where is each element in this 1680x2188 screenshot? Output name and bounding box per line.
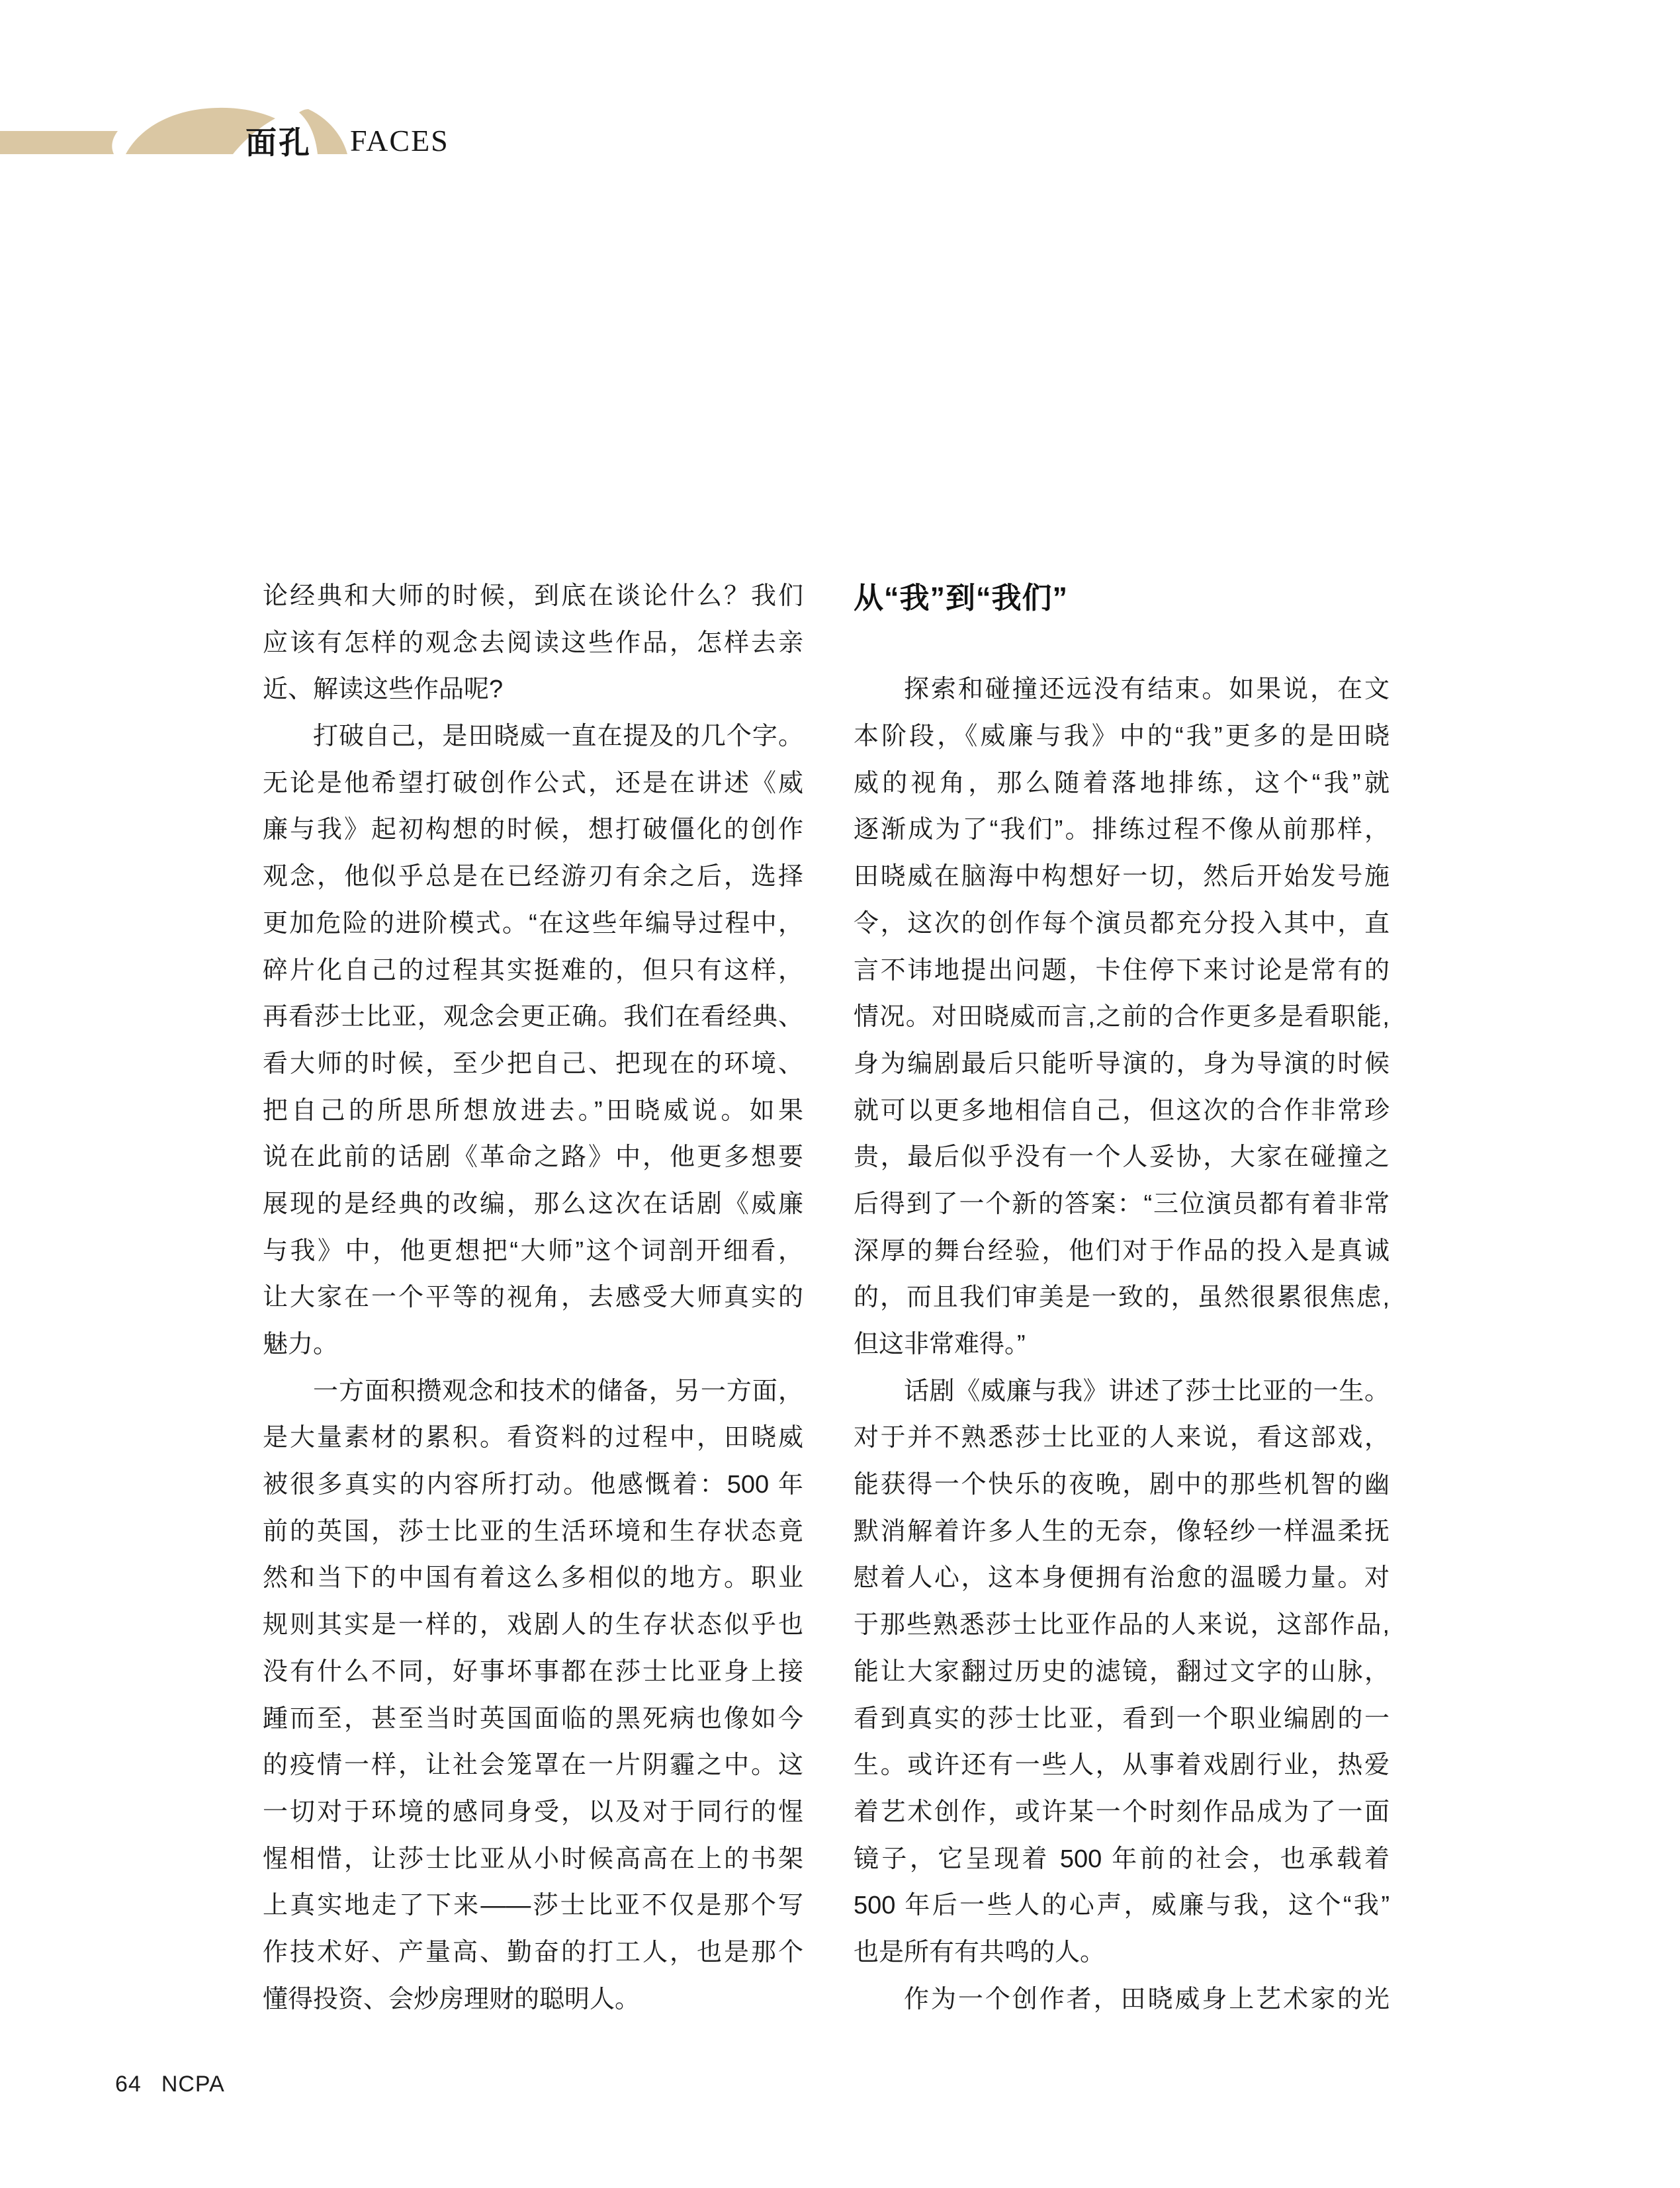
body-text-line: 探索和碰撞还远没有结束。如果说，在文 xyxy=(904,676,1390,704)
body-text-line: 令，这次的创作每个演员都充分投入其中，直 xyxy=(854,909,1390,938)
body-text-line: 于那些熟悉莎士比亚作品的人来说，这部作品, xyxy=(854,1611,1390,1640)
section-tag-english: FACES xyxy=(350,124,449,157)
body-text-line: 能获得一个快乐的夜晚，剧中的那些机智的幽 xyxy=(854,1471,1390,1499)
body-text-line: 看到真实的莎士比亚，看到一个职业编剧的一 xyxy=(854,1704,1390,1733)
body-text-line: 惺相惜，让莎士比亚从小时候高高在上的书架 xyxy=(263,1845,803,1873)
body-text-line: 默消解着许多人生的无奈，像轻纱一样温柔抚 xyxy=(854,1517,1390,1546)
body-text-line: 廉与我》起初构想的时候，想打破僵化的创作 xyxy=(263,816,803,844)
body-text-line: 500 年后一些人的心声，威廉与我，这个“我” xyxy=(854,1892,1390,1920)
body-text-line: 本阶段，《威廉与我》中的“我”更多的是田晓 xyxy=(854,722,1390,751)
body-text-line: 对于并不熟悉莎士比亚的人来说，看这部戏， xyxy=(854,1424,1390,1452)
body-text-line: 近、解读这些作品呢? xyxy=(263,676,504,704)
body-text-line: 情况。对田晓威而言,之前的合作更多是看职能, xyxy=(854,1003,1390,1031)
page-footer xyxy=(115,2072,225,2097)
section-heading: 从“我”到“我们” xyxy=(854,581,1069,615)
body-text-line: 慰着人心，这本身便拥有治愈的温暖力量。对 xyxy=(854,1564,1390,1593)
body-text-line: 逐渐成为了“我们”。排练过程不像从前那样， xyxy=(854,816,1390,844)
right-column-body xyxy=(854,674,1390,2031)
body-text-line: 观念，他似乎总是在已经游刃有余之后，选择 xyxy=(263,863,803,891)
section-tag-chinese: 面孔 xyxy=(245,125,312,160)
body-text-line: 论经典和大师的时候，到底在谈论什么？我们 xyxy=(263,582,803,610)
left-text-column xyxy=(263,581,803,2031)
body-text-line: 把自己的所思所想放进去。”田晓威说。如果 xyxy=(263,1096,803,1125)
body-text-line: 言不讳地提出问题，卡住停下来讨论是常有的 xyxy=(854,956,1390,985)
body-text-line: 的疫情一样，让社会笼罩在一片阴霾之中。这 xyxy=(263,1751,803,1780)
body-text-line: 就可以更多地相信自己，但这次的合作非常珍 xyxy=(854,1096,1390,1125)
header-band xyxy=(0,131,118,154)
body-text-line: 更加危险的进阶模式。“在这些年编导过程中， xyxy=(263,909,803,938)
body-text-line: 一切对于环境的感同身受，以及对于同行的惺 xyxy=(263,1798,803,1826)
body-text-line: 作技术好、产量高、勤奋的打工人，也是那个 xyxy=(263,1938,803,1966)
body-text-line: 应该有怎样的观念去阅读这些作品，怎样去亲 xyxy=(263,629,803,657)
body-text-line: 着艺术创作，或许某一个时刻作品成为了一面 xyxy=(854,1798,1390,1826)
body-text-line: 然和当下的中国有着这么多相似的地方。职业 xyxy=(263,1564,803,1593)
body-text-line: 无论是他希望打破创作公式，还是在讲述《威 xyxy=(263,769,803,797)
body-text-line: 贵，最后似乎没有一个人妥协，大家在碰撞之 xyxy=(854,1143,1390,1172)
body-text-line: 与我》中，他更想把“大师”这个词剖开细看， xyxy=(263,1237,803,1265)
body-text-line: 也是所有有共鸣的人。 xyxy=(854,1938,1106,1966)
body-text-line: 前的英国，莎士比亚的生活环境和生存状态竟 xyxy=(263,1517,803,1546)
body-text-line: 但这非常难得。” xyxy=(854,1331,1026,1359)
body-text-line: 是大量素材的累积。看资料的过程中，田晓威 xyxy=(263,1424,803,1452)
body-text-line: 说在此前的话剧《革命之路》中，他更多想要 xyxy=(263,1143,803,1172)
body-text-line: 能让大家翻过历史的滤镜，翻过文字的山脉， xyxy=(854,1657,1390,1686)
body-text-line: 的，而且我们审美是一致的，虽然很累很焦虑, xyxy=(854,1284,1390,1312)
body-text-line: 话剧《威廉与我》讲述了莎士比亚的一生。 xyxy=(904,1377,1390,1405)
body-text-line: 展现的是经典的改编，那么这次在话剧《威廉 xyxy=(263,1190,803,1218)
body-text-line: 上真实地走了下来——莎士比亚不仅是那个写 xyxy=(263,1892,803,1920)
body-text-line: 打破自己，是田晓威一直在提及的几个字。 xyxy=(313,722,803,751)
body-text-line: 踵而至，甚至当时英国面临的黑死病也像如今 xyxy=(263,1704,803,1733)
body-text-line: 身为编剧最后只能听导演的，身为导演的时候 xyxy=(854,1049,1390,1078)
body-text-line: 威的视角，那么随着落地排练，这个“我”就 xyxy=(854,769,1390,797)
body-text-line: 后得到了一个新的答案：“三位演员都有着非常 xyxy=(854,1190,1390,1218)
body-text-line: 没有什么不同，好事坏事都在莎士比亚身上接 xyxy=(263,1657,803,1686)
body-text-line: 深厚的舞台经验，他们对于作品的投入是真诚 xyxy=(854,1237,1390,1265)
journal-brand: NCPA xyxy=(161,2072,225,2097)
body-text-line: 再看莎士比亚，观念会更正确。我们在看经典、 xyxy=(263,1003,803,1031)
body-text-line: 懂得投资、会炒房理财的聪明人。 xyxy=(263,1985,641,2013)
body-text-line: 规则其实是一样的，戏剧人的生存状态似乎也 xyxy=(263,1611,803,1640)
body-text-line: 田晓威在脑海中构想好一切，然后开始发号施 xyxy=(854,863,1390,891)
body-text-line: 被很多真实的内容所打动。他感慨着：500 年 xyxy=(263,1471,803,1499)
body-text-line: 魅力。 xyxy=(263,1331,339,1358)
page-number: 64 xyxy=(115,2072,142,2097)
body-text-line: 一方面积攒观念和技术的储备，另一方面， xyxy=(313,1377,803,1405)
right-text-column xyxy=(854,581,1390,2031)
body-text-line: 作为一个创作者，田晓威身上艺术家的光 xyxy=(904,1985,1390,2013)
body-text-line: 碎片化自己的过程其实挺难的，但只有这样， xyxy=(263,956,803,985)
body-text-line: 看大师的时候，至少把自己、把现在的环境、 xyxy=(263,1049,803,1078)
body-text-line: 镜子，它呈现着 500 年前的社会，也承载着 xyxy=(854,1845,1390,1873)
body-text-line: 生。或许还有一些人，从事着戏剧行业，热爱 xyxy=(854,1751,1390,1780)
body-text-line: 让大家在一个平等的视角，去感受大师真实的 xyxy=(263,1284,803,1312)
